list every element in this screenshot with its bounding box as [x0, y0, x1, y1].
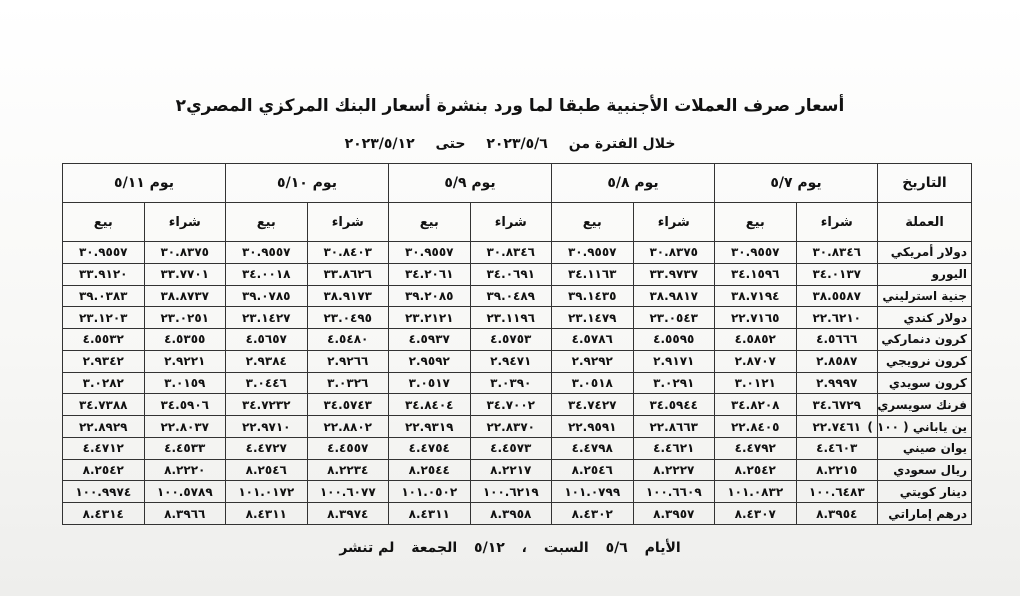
sell-rate: ٢٣.٢١٢١ [389, 307, 471, 329]
buy-rate: ٤.٥٤٨٠ [307, 329, 389, 351]
buy-rate: ٣٤.٥٧٤٣ [307, 394, 389, 416]
table-row [63, 285, 972, 307]
footer-date2: ٥/١٢ [474, 540, 505, 556]
buy-rate: ٢.٩١٧١ [633, 350, 715, 372]
currency-name: يوان صيني [878, 437, 972, 459]
sell-rate: ٢.٩٣٨٤ [226, 350, 308, 372]
sell-rate: ٢٢.٨٤٠٥ [715, 416, 797, 438]
sell-header: بيع [63, 203, 145, 242]
table-row [63, 481, 972, 503]
buy-rate: ١٠٠.٥٧٨٩ [144, 481, 226, 503]
sell-header: بيع [552, 203, 634, 242]
sell-rate: ٣٩.٢٠٨٥ [389, 285, 471, 307]
buy-rate: ٢.٨٥٨٧ [796, 350, 878, 372]
sell-rate: ٨.٤٣٠٧ [715, 503, 797, 525]
sell-rate: ٢.٨٧٠٧ [715, 350, 797, 372]
table-row [63, 372, 972, 394]
buy-rate: ٣.٠١٥٩ [144, 372, 226, 394]
buy-rate: ٢٢.٦٢١٠ [796, 307, 878, 329]
sell-rate: ٨.٤٣١١ [226, 503, 308, 525]
footer-date1: ٥/٦ [605, 540, 628, 556]
sell-rate: ١٠١.٠٧٩٩ [552, 481, 634, 503]
buy-rate: ٨.٢٢٣٤ [307, 459, 389, 481]
buy-rate: ٨.٣٩٧٤ [307, 503, 389, 525]
sell-rate: ٢.٩٣٤٢ [63, 350, 145, 372]
sell-rate: ٣.٠٤٤٦ [226, 372, 308, 394]
buy-rate: ٣٤.٥٩٤٤ [633, 394, 715, 416]
footer-day2: الجمعة [411, 540, 458, 556]
sell-rate: ٣٤.٠٠١٨ [226, 263, 308, 285]
currency-name: جنية استرليني [878, 285, 972, 307]
currency-name: درهم إماراتي [878, 503, 972, 525]
sell-rate: ٨.٢٥٤٢ [715, 459, 797, 481]
buy-rate: ٤.٤٥٧٣ [470, 437, 552, 459]
sell-rate: ١٠١.٠١٧٢ [226, 481, 308, 503]
sell-rate: ٣٠.٩٥٥٧ [552, 242, 634, 264]
sell-rate: ٣.٠١٢١ [715, 372, 797, 394]
buy-header: شراء [796, 203, 878, 242]
sell-rate: ٨.٢٥٤٦ [552, 459, 634, 481]
sell-header: بيع [389, 203, 471, 242]
currency-name: كرون سويدي [878, 372, 972, 394]
buy-rate: ٤.٤٥٣٣ [144, 437, 226, 459]
period-label: خلال الفترة من [568, 136, 676, 152]
header-row-buy-sell [63, 203, 972, 242]
sell-rate: ٨.٢٥٤٢ [63, 459, 145, 481]
exchange-rates-table [62, 163, 972, 525]
sell-rate: ٤.٤٧٩٨ [552, 437, 634, 459]
currency-header: العملة [878, 203, 972, 242]
buy-rate: ٨.٣٩٥٤ [796, 503, 878, 525]
buy-rate: ٣٤.٧٠٠٢ [470, 394, 552, 416]
sell-rate: ٢.٩٢٩٢ [552, 350, 634, 372]
sell-rate: ٢٣.١٢٠٣ [63, 307, 145, 329]
sell-rate: ٣.٠٢٨٢ [63, 372, 145, 394]
footer-note-text: لم تنشر [339, 540, 395, 556]
period-from: ٢٠٢٣/٥/٦ [486, 136, 548, 152]
table-row [63, 503, 972, 525]
buy-rate: ٤.٥٣٥٥ [144, 329, 226, 351]
sell-rate: ٨.٢٥٤٤ [389, 459, 471, 481]
buy-rate: ٣٤.٥٩٠٦ [144, 394, 226, 416]
sell-rate: ٣٠.٩٥٥٧ [63, 242, 145, 264]
sell-rate: ٨.٢٥٤٦ [226, 459, 308, 481]
sell-rate: ٣٤.٢٠٦١ [389, 263, 471, 285]
buy-header: شراء [307, 203, 389, 242]
buy-rate: ٣٤.٠١٣٧ [796, 263, 878, 285]
sell-rate: ٣٠.٩٥٥٧ [226, 242, 308, 264]
sell-rate: ٢٣.١٤٢٧ [226, 307, 308, 329]
currency-name: كرون نرويجي [878, 350, 972, 372]
buy-rate: ٣٠.٨٣٧٥ [144, 242, 226, 264]
buy-rate: ٣٣.٧٧٠١ [144, 263, 226, 285]
buy-rate: ٣٨.٩١٧٣ [307, 285, 389, 307]
buy-rate: ٣٤.٦٧٢٩ [796, 394, 878, 416]
buy-rate: ٣٠.٨٣٤٦ [796, 242, 878, 264]
sell-header: بيع [226, 203, 308, 242]
buy-rate: ٣٠.٨٤٠٣ [307, 242, 389, 264]
day-header: يوم ٥/١٠ [226, 164, 389, 203]
rates-body [63, 242, 972, 525]
sell-rate: ١٠١.٠٨٣٢ [715, 481, 797, 503]
table-row [63, 459, 972, 481]
buy-rate: ٣٠.٨٣٧٥ [633, 242, 715, 264]
currency-name: دولار كندي [878, 307, 972, 329]
buy-rate: ٣٨.٩٨١٧ [633, 285, 715, 307]
sell-rate: ٤.٥٩٣٧ [389, 329, 471, 351]
sell-rate: ٢٣.١٤٧٩ [552, 307, 634, 329]
sell-rate: ٤.٥٥٣٢ [63, 329, 145, 351]
sell-rate: ٣٤.٧٢٣٢ [226, 394, 308, 416]
sell-rate: ٣٤.٨٤٠٤ [389, 394, 471, 416]
buy-rate: ٢.٩٢٦٦ [307, 350, 389, 372]
sell-header: بيع [715, 203, 797, 242]
period-until-label: حتى [435, 136, 466, 152]
sell-rate: ٣.٠٥١٨ [552, 372, 634, 394]
footer-days-label: الأيام [644, 540, 681, 556]
buy-rate: ١٠٠.٦٠٧٧ [307, 481, 389, 503]
buy-rate: ٢.٩٤٧١ [470, 350, 552, 372]
buy-rate: ٢٣.١١٩٦ [470, 307, 552, 329]
footer-day1: السبت [543, 540, 589, 556]
sell-rate: ٣٨.٧١٩٤ [715, 285, 797, 307]
buy-rate: ٢٢.٧٤٦١ [796, 416, 878, 438]
buy-rate: ٢٣.٠٤٩٥ [307, 307, 389, 329]
table-row [63, 416, 972, 438]
buy-rate: ٣٨.٥٥٨٧ [796, 285, 878, 307]
sell-rate: ٣٤.٧٤٢٧ [552, 394, 634, 416]
currency-name: فرنك سويسري [878, 394, 972, 416]
sell-rate: ٣٠.٩٥٥٧ [715, 242, 797, 264]
currency-name: دولار أمريكي [878, 242, 972, 264]
buy-rate: ٢٣.٠٢٥١ [144, 307, 226, 329]
currency-name: اليورو [878, 263, 972, 285]
day-header: يوم ٥/١١ [63, 164, 226, 203]
sell-rate: ٣٣.٩١٢٠ [63, 263, 145, 285]
buy-rate: ٢.٩٢٢١ [144, 350, 226, 372]
buy-rate: ٨.٣٩٦٦ [144, 503, 226, 525]
table-row [63, 394, 972, 416]
buy-rate: ٣.٠٢٩١ [633, 372, 715, 394]
buy-rate: ٨.٢٢١٧ [470, 459, 552, 481]
buy-rate: ٤.٥٧٥٣ [470, 329, 552, 351]
sell-rate: ١٠١.٠٥٠٢ [389, 481, 471, 503]
table-row [63, 350, 972, 372]
buy-rate: ٣٣.٨٦٢٦ [307, 263, 389, 285]
header-row-days [63, 164, 972, 203]
sell-rate: ٢٢.٩٣١٩ [389, 416, 471, 438]
sell-rate: ٤.٤٧٢٧ [226, 437, 308, 459]
day-header: يوم ٥/٩ [389, 164, 552, 203]
buy-rate: ٢٢.٨٠٣٧ [144, 416, 226, 438]
sell-rate: ٢٢.٨٩٢٩ [63, 416, 145, 438]
sell-rate: ٣٤.١١٦٣ [552, 263, 634, 285]
buy-rate: ٣٩.٠٤٨٩ [470, 285, 552, 307]
buy-rate: ٣٠.٨٣٤٦ [470, 242, 552, 264]
buy-rate: ٤.٥٦٦٦ [796, 329, 878, 351]
document-title: أسعار صرف العملات الأجنبية طبقا لما ورد بنشرة أسعار البنك المركزي المصري٢ [175, 96, 845, 116]
buy-rate: ١٠٠.٦٢١٩ [470, 481, 552, 503]
period-to: ٢٠٢٣/٥/١٢ [344, 136, 415, 152]
buy-rate: ٨.٣٩٥٧ [633, 503, 715, 525]
currency-name: ريال سعودي [878, 459, 972, 481]
buy-header: شراء [144, 203, 226, 242]
sell-rate: ٣٤.٨٢٠٨ [715, 394, 797, 416]
date-header: التاريخ [878, 164, 972, 203]
buy-rate: ٢٢.٨٦٦٣ [633, 416, 715, 438]
sell-rate: ٣.٠٥١٧ [389, 372, 471, 394]
sell-rate: ٤.٥٦٥٧ [226, 329, 308, 351]
sell-rate: ٢٢.٩٧١٠ [226, 416, 308, 438]
period-line [0, 136, 1020, 152]
sell-rate: ٣٩.١٤٣٥ [552, 285, 634, 307]
buy-header: شراء [633, 203, 715, 242]
buy-rate: ١٠٠.٦٤٨٣ [796, 481, 878, 503]
buy-rate: ٣٨.٨٧٣٧ [144, 285, 226, 307]
sell-rate: ٢٢.٧١٦٥ [715, 307, 797, 329]
buy-rate: ٤.٥٥٩٥ [633, 329, 715, 351]
buy-rate: ١٠٠.٦٦٠٩ [633, 481, 715, 503]
buy-rate: ٢.٩٩٩٧ [796, 372, 878, 394]
sell-rate: ٢٢.٩٥٩١ [552, 416, 634, 438]
buy-rate: ٣.٠٣٩٠ [470, 372, 552, 394]
buy-header: شراء [470, 203, 552, 242]
buy-rate: ٣٤.٠٦٩١ [470, 263, 552, 285]
sell-rate: ١٠٠.٩٩٧٤ [63, 481, 145, 503]
table-row [63, 263, 972, 285]
buy-rate: ٨.٢٢١٥ [796, 459, 878, 481]
table-row [63, 329, 972, 351]
sell-rate: ٤.٥٧٨٦ [552, 329, 634, 351]
buy-rate: ٢٢.٨٣٧٠ [470, 416, 552, 438]
buy-rate: ٤.٤٦٠٣ [796, 437, 878, 459]
currency-name: ين ياباني ( ١٠٠ ) [878, 416, 972, 438]
table-row [63, 307, 972, 329]
buy-rate: ٨.٣٩٥٨ [470, 503, 552, 525]
buy-rate: ٣.٠٣٢٦ [307, 372, 389, 394]
sell-rate: ٨.٤٣١٤ [63, 503, 145, 525]
buy-rate: ٨.٢٢٢٠ [144, 459, 226, 481]
buy-rate: ٢٣.٠٥٤٣ [633, 307, 715, 329]
sell-rate: ٣٤.٧٣٨٨ [63, 394, 145, 416]
sell-rate: ٤.٤٧٥٤ [389, 437, 471, 459]
currency-name: دينار كويتي [878, 481, 972, 503]
table-row [63, 437, 972, 459]
table-row [63, 242, 972, 264]
sell-rate: ٣٤.١٥٩٦ [715, 263, 797, 285]
buy-rate: ٤.٤٥٥٧ [307, 437, 389, 459]
sell-rate: ٤.٤٧٩٢ [715, 437, 797, 459]
buy-rate: ٤.٤٦٢١ [633, 437, 715, 459]
buy-rate: ٢٢.٨٨٠٢ [307, 416, 389, 438]
sell-rate: ٨.٤٣١١ [389, 503, 471, 525]
buy-rate: ٣٣.٩٧٣٧ [633, 263, 715, 285]
sell-rate: ٤.٤٧١٢ [63, 437, 145, 459]
currency-name: كرون دنماركي [878, 329, 972, 351]
sell-rate: ٤.٥٨٥٢ [715, 329, 797, 351]
sell-rate: ٣٩.٠٣٨٣ [63, 285, 145, 307]
sell-rate: ٣٠.٩٥٥٧ [389, 242, 471, 264]
day-header: يوم ٥/٧ [715, 164, 878, 203]
footer-separator: ، [521, 540, 527, 556]
sell-rate: ٨.٤٣٠٢ [552, 503, 634, 525]
sell-rate: ٢.٩٥٩٢ [389, 350, 471, 372]
buy-rate: ٨.٢٢٢٧ [633, 459, 715, 481]
sell-rate: ٣٩.٠٧٨٥ [226, 285, 308, 307]
footer-note [0, 540, 1020, 556]
day-header: يوم ٥/٨ [552, 164, 715, 203]
